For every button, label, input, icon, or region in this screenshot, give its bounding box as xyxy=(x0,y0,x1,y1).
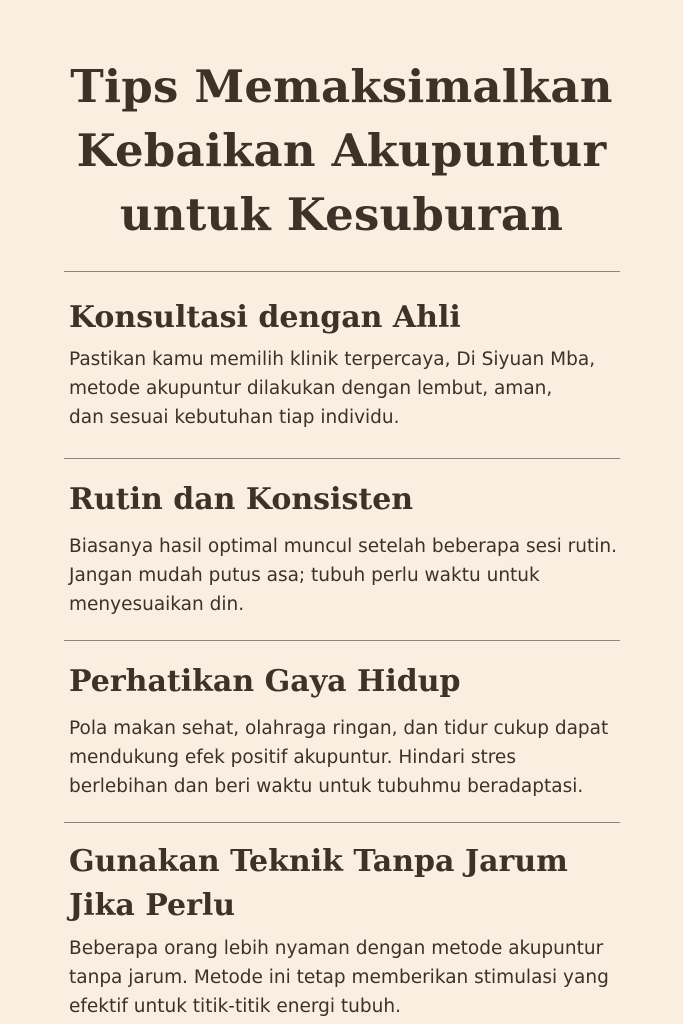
section-body xyxy=(69,345,629,432)
section-body-line: Jangan mudah putus asa; tubuh perlu waktu untuk xyxy=(69,565,540,586)
section-body-line: efektif untuk titik-titik energi tubuh. xyxy=(69,996,401,1017)
section-heading-line: Gunakan Teknik Tanpa Jarum xyxy=(69,844,568,879)
divider xyxy=(64,640,620,641)
tip-section-gaya-hidup xyxy=(69,660,629,801)
section-body-line: mendukung efek positif akupuntur. Hindari stres xyxy=(69,747,516,768)
section-heading xyxy=(69,660,629,704)
section-body-line: menyesuaikan din. xyxy=(69,594,245,615)
section-body-line: Beberapa orang lebih nyaman dengan metode akupuntur xyxy=(69,938,604,959)
section-heading xyxy=(69,478,629,522)
section-heading-line: Perhatikan Gaya Hidup xyxy=(69,664,461,699)
section-body-line: berlebihan dan beri waktu untuk tubuhmu beradaptasi. xyxy=(69,776,584,797)
section-body xyxy=(69,714,629,801)
section-heading-line: Jika Perlu xyxy=(69,888,236,923)
page-title xyxy=(0,55,683,247)
section-body xyxy=(69,532,629,619)
divider xyxy=(64,822,620,823)
section-body-line: Pola makan sehat, olahraga ringan, dan tidur cukup dapat xyxy=(69,718,609,739)
divider xyxy=(64,458,620,459)
title-line: untuk Kesuburan xyxy=(119,188,564,241)
section-heading xyxy=(69,296,629,340)
section-body-line: Pastikan kamu memilih klinik terpercaya, Di Siyuan Mba, xyxy=(69,349,596,370)
section-body-line: tanpa jarum. Metode ini tetap memberikan stimulasi yang xyxy=(69,967,609,988)
section-heading-line: Konsultasi dengan Ahli xyxy=(69,300,461,335)
tip-section-rutin xyxy=(69,478,629,619)
tip-section-konsultasi xyxy=(69,296,629,432)
section-body-line: dan sesuai kebutuhan tiap individu. xyxy=(69,407,400,428)
tip-section-tanpa-jarum xyxy=(69,840,629,1021)
section-body-line: Biasanya hasil optimal muncul setelah beberapa sesi rutin. xyxy=(69,536,618,557)
divider xyxy=(64,271,620,272)
section-heading-line: Rutin dan Konsisten xyxy=(69,482,414,517)
section-body xyxy=(69,934,629,1021)
section-heading xyxy=(69,840,629,928)
section-body-line: metode akupuntur dilakukan dengan lembut, aman, xyxy=(69,378,553,399)
title-line: Kebaikan Akupuntur xyxy=(76,124,607,177)
title-line: Tips Memaksimalkan xyxy=(70,60,613,113)
